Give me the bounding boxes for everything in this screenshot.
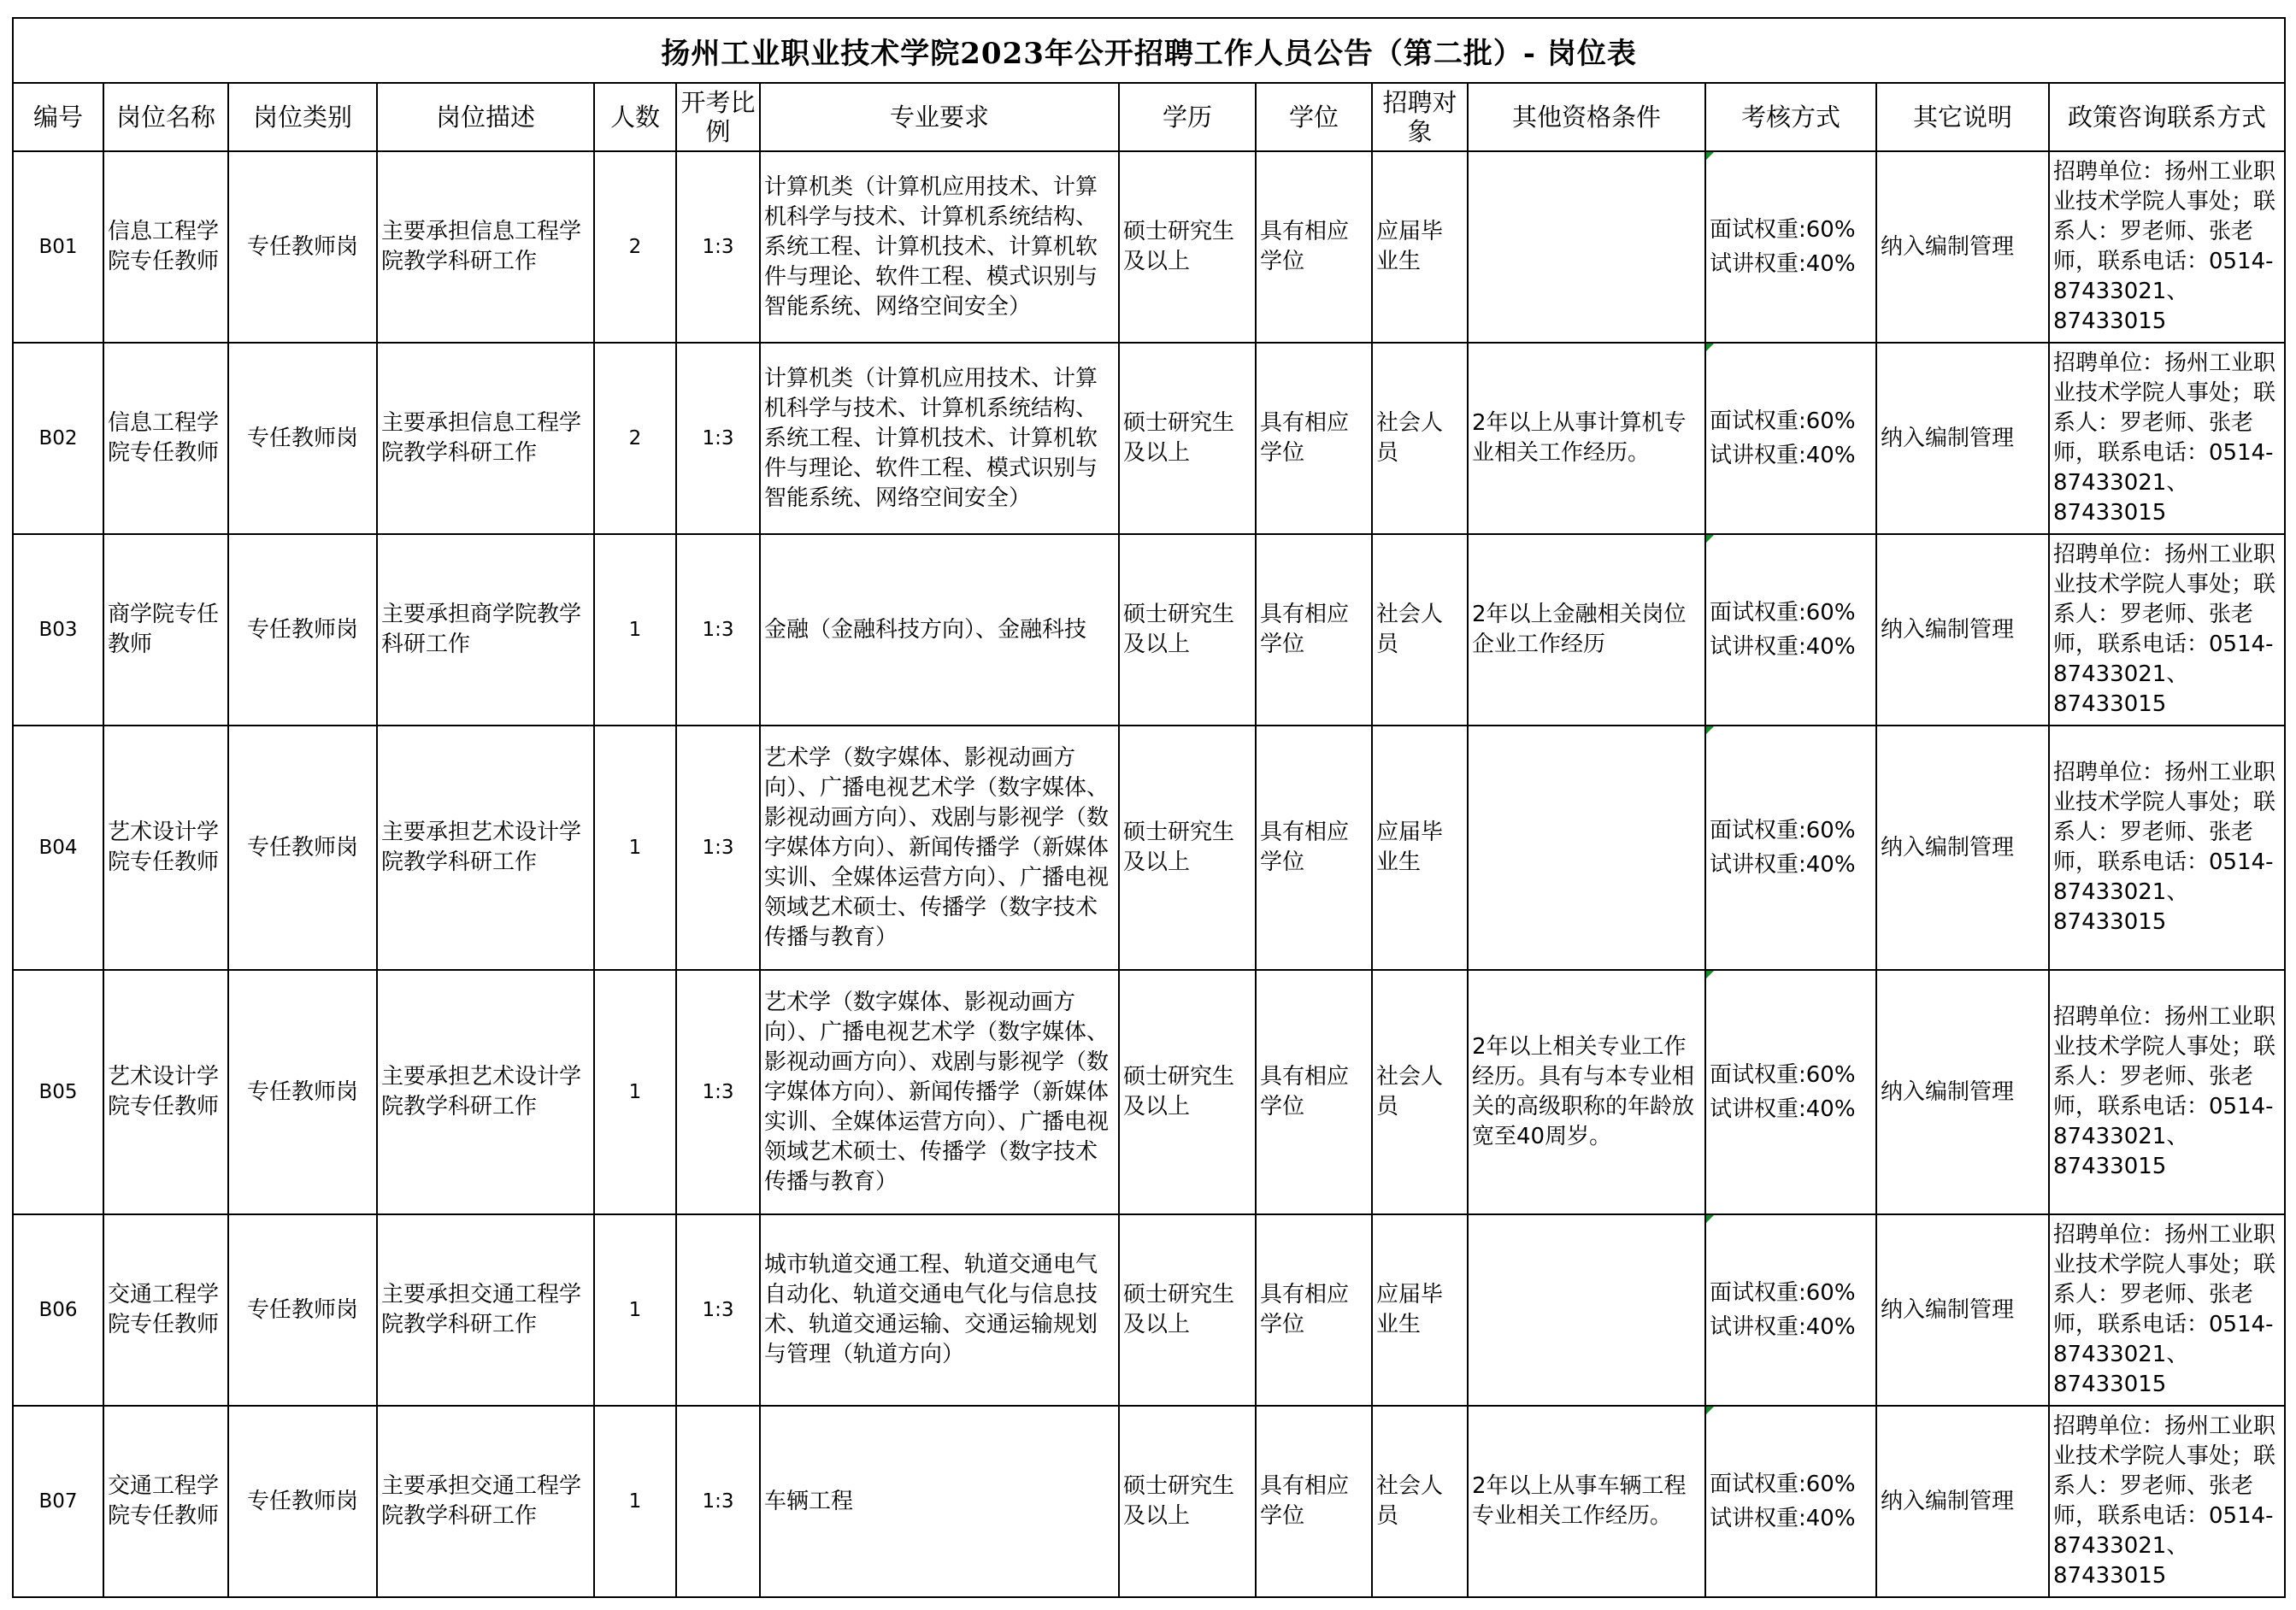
cell-desc: 主要承担艺术设计学院教学科研工作 [377, 726, 594, 970]
cell-name: 信息工程学院专任教师 [103, 343, 228, 534]
cell-id: B02 [13, 343, 103, 534]
cell-desc: 主要承担信息工程学院教学科研工作 [377, 343, 594, 534]
cell-contact: 招聘单位：扬州工业职业技术学院人事处；联系人：罗老师、张老师，联系电话：0514-87433021、87433015 [2049, 1214, 2285, 1406]
cell-other: 2年以上相关专业工作经历。具有与本专业相关的高级职称的年龄放宽至40周岁。 [1468, 970, 1705, 1214]
cell-target: 应届毕业生 [1372, 151, 1468, 343]
cell-category: 专任教师岗 [228, 1406, 377, 1597]
lecture-weight: 试讲权重:40% [1710, 1096, 1856, 1122]
cell-count: 1 [594, 534, 676, 726]
col-header-note: 其它说明 [1876, 83, 2049, 151]
title-row [13, 18, 2285, 83]
cell-other [1468, 726, 1705, 970]
table-row [13, 970, 2285, 1214]
cell-ratio: 1:3 [676, 1406, 760, 1597]
cell-name: 交通工程学院专任教师 [103, 1406, 228, 1597]
cell-count: 1 [594, 970, 676, 1214]
cell-count: 2 [594, 151, 676, 343]
cell-education: 硕士研究生及以上 [1119, 726, 1256, 970]
cell-exam [1705, 1406, 1876, 1597]
interview-weight: 面试权重:60% [1710, 818, 1856, 843]
cell-count: 1 [594, 1406, 676, 1597]
cell-contact: 招聘单位：扬州工业职业技术学院人事处；联系人：罗老师、张老师，联系电话：0514-87433021、87433015 [2049, 1406, 2285, 1597]
cell-category: 专任教师岗 [228, 1214, 377, 1406]
col-header-count: 人数 [594, 83, 676, 151]
cell-count: 1 [594, 1214, 676, 1406]
cell-major: 金融（金融科技方向）、金融科技 [760, 534, 1119, 726]
cell-id: B04 [13, 726, 103, 970]
cell-other: 2年以上从事车辆工程专业相关工作经历。 [1468, 1406, 1705, 1597]
cell-education: 硕士研究生及以上 [1119, 1214, 1256, 1406]
col-header-desc: 岗位描述 [377, 83, 594, 151]
cell-note: 纳入编制管理 [1876, 1406, 2049, 1597]
cell-degree: 具有相应学位 [1256, 970, 1372, 1214]
cell-id: B06 [13, 1214, 103, 1406]
col-header-education: 学历 [1119, 83, 1256, 151]
lecture-weight: 试讲权重:40% [1710, 852, 1856, 878]
cell-target: 社会人员 [1372, 534, 1468, 726]
interview-weight: 面试权重:60% [1710, 217, 1856, 243]
col-header-contact: 政策咨询联系方式 [2049, 83, 2285, 151]
lecture-weight: 试讲权重:40% [1710, 1314, 1856, 1340]
position-table [12, 17, 2286, 1598]
col-header-id: 编号 [13, 83, 103, 151]
table-title: 扬州工业职业技术学院2023年公开招聘工作人员公告（第二批）- 岗位表 [13, 18, 2285, 83]
cell-degree: 具有相应学位 [1256, 1214, 1372, 1406]
position-table-sheet [12, 17, 2284, 1598]
interview-weight: 面试权重:60% [1710, 408, 1856, 434]
cell-note: 纳入编制管理 [1876, 151, 2049, 343]
cell-id: B07 [13, 1406, 103, 1597]
cell-desc: 主要承担交通工程学院教学科研工作 [377, 1406, 594, 1597]
table-body [13, 151, 2285, 1597]
cell-name: 交通工程学院专任教师 [103, 1214, 228, 1406]
cell-ratio: 1:3 [676, 151, 760, 343]
cell-exam [1705, 726, 1876, 970]
col-header-degree: 学位 [1256, 83, 1372, 151]
cell-ratio: 1:3 [676, 534, 760, 726]
cell-category: 专任教师岗 [228, 151, 377, 343]
col-header-target: 招聘对象 [1372, 83, 1468, 151]
cell-desc: 主要承担信息工程学院教学科研工作 [377, 151, 594, 343]
cell-category: 专任教师岗 [228, 726, 377, 970]
cell-target: 社会人员 [1372, 1406, 1468, 1597]
cell-note: 纳入编制管理 [1876, 343, 2049, 534]
interview-weight: 面试权重:60% [1710, 1472, 1856, 1497]
cell-degree: 具有相应学位 [1256, 726, 1372, 970]
col-header-other: 其他资格条件 [1468, 83, 1705, 151]
cell-id: B05 [13, 970, 103, 1214]
cell-other [1468, 151, 1705, 343]
cell-contact: 招聘单位：扬州工业职业技术学院人事处；联系人：罗老师、张老师，联系电话：0514-87433021、87433015 [2049, 726, 2285, 970]
cell-major: 车辆工程 [760, 1406, 1119, 1597]
cell-degree: 具有相应学位 [1256, 343, 1372, 534]
cell-education: 硕士研究生及以上 [1119, 970, 1256, 1214]
lecture-weight: 试讲权重:40% [1710, 251, 1856, 277]
col-header-major: 专业要求 [760, 83, 1119, 151]
lecture-weight: 试讲权重:40% [1710, 1506, 1856, 1531]
cell-education: 硕士研究生及以上 [1119, 1406, 1256, 1597]
cell-id: B01 [13, 151, 103, 343]
cell-name: 艺术设计学院专任教师 [103, 726, 228, 970]
cell-desc: 主要承担艺术设计学院教学科研工作 [377, 970, 594, 1214]
cell-major: 计算机类（计算机应用技术、计算机科学与技术、计算机系统结构、系统工程、计算机技术、计算机软件与理论、软件工程、模式识别与智能系统、网络空间安全） [760, 151, 1119, 343]
interview-weight: 面试权重:60% [1710, 600, 1856, 626]
interview-weight: 面试权重:60% [1710, 1062, 1856, 1088]
cell-other: 2年以上从事计算机专业相关工作经历。 [1468, 343, 1705, 534]
cell-target: 社会人员 [1372, 343, 1468, 534]
cell-exam [1705, 343, 1876, 534]
cell-other [1468, 1214, 1705, 1406]
cell-degree: 具有相应学位 [1256, 1406, 1372, 1597]
cell-count: 1 [594, 726, 676, 970]
cell-note: 纳入编制管理 [1876, 970, 2049, 1214]
cell-count: 2 [594, 343, 676, 534]
cell-note: 纳入编制管理 [1876, 1214, 2049, 1406]
cell-major: 艺术学（数字媒体、影视动画方向）、广播电视艺术学（数字媒体、影视动画方向）、戏剧与影视学（数字媒体方向）、新闻传播学（新媒体实训、全媒体运营方向）、广播电视领域艺术硕士、传播学（数字技术传播与教育） [760, 970, 1119, 1214]
cell-ratio: 1:3 [676, 343, 760, 534]
cell-major: 艺术学（数字媒体、影视动画方向）、广播电视艺术学（数字媒体、影视动画方向）、戏剧与影视学（数字媒体方向）、新闻传播学（新媒体实训、全媒体运营方向）、广播电视领域艺术硕士、传播学（数字技术传播与教育） [760, 726, 1119, 970]
col-header-exam: 考核方式 [1705, 83, 1876, 151]
cell-education: 硕士研究生及以上 [1119, 151, 1256, 343]
table-row [13, 343, 2285, 534]
cell-target: 应届毕业生 [1372, 726, 1468, 970]
cell-exam [1705, 970, 1876, 1214]
table-row [13, 726, 2285, 970]
cell-ratio: 1:3 [676, 1214, 760, 1406]
col-header-category: 岗位类别 [228, 83, 377, 151]
cell-target: 社会人员 [1372, 970, 1468, 1214]
interview-weight: 面试权重:60% [1710, 1280, 1856, 1306]
cell-ratio: 1:3 [676, 726, 760, 970]
cell-education: 硕士研究生及以上 [1119, 534, 1256, 726]
cell-ratio: 1:3 [676, 970, 760, 1214]
cell-name: 信息工程学院专任教师 [103, 151, 228, 343]
table-row [13, 151, 2285, 343]
col-header-name: 岗位名称 [103, 83, 228, 151]
cell-id: B03 [13, 534, 103, 726]
cell-exam [1705, 1214, 1876, 1406]
cell-contact: 招聘单位：扬州工业职业技术学院人事处；联系人：罗老师、张老师，联系电话：0514-87433021、87433015 [2049, 534, 2285, 726]
cell-target: 应届毕业生 [1372, 1214, 1468, 1406]
lecture-weight: 试讲权重:40% [1710, 634, 1856, 660]
table-row [13, 534, 2285, 726]
cell-degree: 具有相应学位 [1256, 151, 1372, 343]
table-row [13, 1214, 2285, 1406]
cell-exam [1705, 534, 1876, 726]
cell-contact: 招聘单位：扬州工业职业技术学院人事处；联系人：罗老师、张老师，联系电话：0514-87433021、87433015 [2049, 151, 2285, 343]
lecture-weight: 试讲权重:40% [1710, 443, 1856, 468]
table-row [13, 1406, 2285, 1597]
cell-category: 专任教师岗 [228, 970, 377, 1214]
cell-note: 纳入编制管理 [1876, 726, 2049, 970]
cell-exam [1705, 151, 1876, 343]
cell-category: 专任教师岗 [228, 343, 377, 534]
cell-name: 艺术设计学院专任教师 [103, 970, 228, 1214]
cell-contact: 招聘单位：扬州工业职业技术学院人事处；联系人：罗老师、张老师，联系电话：0514-87433021、87433015 [2049, 343, 2285, 534]
cell-note: 纳入编制管理 [1876, 534, 2049, 726]
cell-degree: 具有相应学位 [1256, 534, 1372, 726]
cell-contact: 招聘单位：扬州工业职业技术学院人事处；联系人：罗老师、张老师，联系电话：0514-87433021、87433015 [2049, 970, 2285, 1214]
cell-major: 计算机类（计算机应用技术、计算机科学与技术、计算机系统结构、系统工程、计算机技术、计算机软件与理论、软件工程、模式识别与智能系统、网络空间安全） [760, 343, 1119, 534]
cell-education: 硕士研究生及以上 [1119, 343, 1256, 534]
cell-major: 城市轨道交通工程、轨道交通电气自动化、轨道交通电气化与信息技术、轨道交通运输、交通运输规划与管理（轨道方向） [760, 1214, 1119, 1406]
cell-category: 专任教师岗 [228, 534, 377, 726]
col-header-ratio: 开考比例 [676, 83, 760, 151]
cell-desc: 主要承担商学院教学科研工作 [377, 534, 594, 726]
header-row [13, 83, 2285, 151]
cell-desc: 主要承担交通工程学院教学科研工作 [377, 1214, 594, 1406]
cell-name: 商学院专任教师 [103, 534, 228, 726]
cell-other: 2年以上金融相关岗位企业工作经历 [1468, 534, 1705, 726]
